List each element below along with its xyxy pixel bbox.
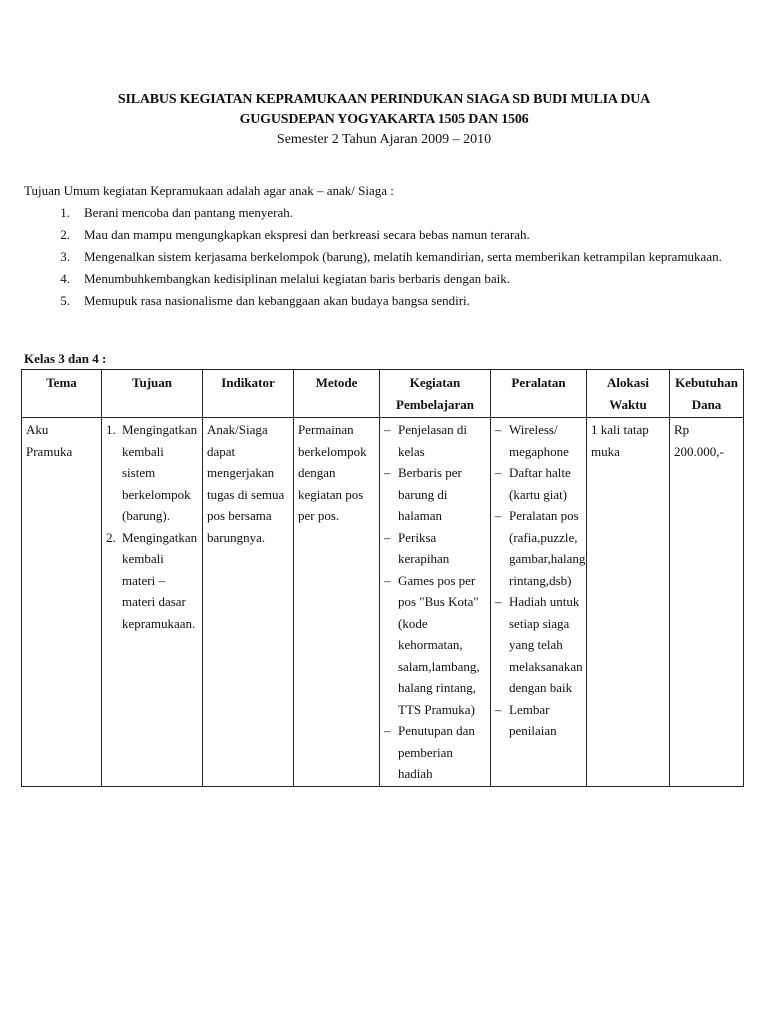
cell-kebutuhan: Rp 200.000,-: [670, 418, 744, 787]
goal-number: 5.: [60, 293, 70, 308]
goal-number: 1.: [60, 205, 70, 220]
cell-metode: Permainan berkelompok dengan kegiatan pos per pos.: [294, 418, 380, 787]
goal-text: Memupuk rasa nasionalisme dan kebanggaan akan budaya bangsa sendiri.: [84, 293, 470, 308]
tujuan-text: Mengingatkan kembali materi – materi dasar kepramukaan.: [122, 529, 198, 631]
header-kegiatan-line1: Kegiatan: [409, 375, 461, 390]
kegiatan-item: – Penjelasan di kelas: [384, 419, 486, 462]
tujuan-number: 1.: [106, 422, 116, 437]
general-goals-list: [24, 202, 744, 312]
table-row: [22, 418, 744, 787]
header-kegiatan-line2: Pembelajaran: [396, 396, 474, 412]
tujuan-item: [106, 527, 198, 635]
header-kebutuhan: [670, 370, 744, 418]
goal-text: Menumbuhkembangkan kedisiplinan melalui kegiatan baris berbaris dengan baik.: [84, 271, 510, 286]
kegiatan-item: – Games pos per pos "Bus Kota" (kode kehormatan, salam,lambang, halang rintang, TTS Pramuka): [384, 570, 486, 721]
peralatan-item: – Lembar penilaian: [495, 699, 582, 742]
kegiatan-item: – Periksa kerapihan: [384, 527, 486, 570]
header-peralatan: Peralatan: [491, 370, 587, 418]
document-semester: Semester 2 Tahun Ajaran 2009 – 2010: [276, 132, 492, 147]
document-header: [0, 90, 768, 150]
document-title: SILABUS KEGIATAN KEPRAMUKAAN PERINDUKAN SIAGA SD BUDI MULIA DUA: [117, 92, 651, 107]
peralatan-list: [495, 419, 586, 742]
cell-alokasi: 1 kali tatap muka: [587, 418, 670, 787]
tujuan-text: Mengingatkan kembali sistem berkelompok (barung).: [122, 422, 198, 523]
peralatan-item: – Daftar halte (kartu giat): [495, 462, 582, 505]
tujuan-number: 2.: [106, 529, 116, 545]
table-header-row: [22, 370, 744, 418]
cell-peralatan: [491, 418, 587, 787]
kelas-label: Kelas 3 dan 4 :: [24, 351, 107, 366]
peralatan-item: – Hadiah untuk setiap siaga yang telah melaksanakan dengan baik: [495, 591, 582, 699]
goal-number: 4.: [60, 271, 70, 286]
kegiatan-list: [384, 419, 486, 785]
goal-text: Mau dan mampu mengungkapkan ekspresi dan berkreasi secara bebas namun terarah.: [84, 227, 530, 242]
cell-tema: Aku Pramuka: [22, 418, 102, 787]
tujuan-item: [106, 419, 198, 527]
goal-text: Berani mencoba dan pantang menyerah.: [84, 205, 293, 220]
peralatan-item: – Wireless/ megaphone: [495, 419, 582, 462]
header-kebutuhan-line2: Dana: [691, 396, 722, 412]
goal-number: 3.: [60, 249, 70, 264]
cell-kegiatan: [380, 418, 491, 787]
document-subtitle-gugusdepan: GUGUSDEPAN YOGYAKARTA 1505 DAN 1506: [239, 112, 529, 127]
kegiatan-item: – Penutupan dan pemberian hadiah: [384, 720, 486, 785]
cell-indikator: Anak/Siaga dapat mengerjakan tugas di semua pos bersama barungnya.: [203, 418, 294, 787]
header-kegiatan: [380, 370, 491, 418]
header-tujuan: Tujuan: [102, 370, 203, 418]
goal-item: [24, 268, 744, 290]
goal-item: [24, 224, 744, 246]
goal-item: [24, 246, 744, 268]
goal-number: 2.: [60, 227, 70, 242]
tujuan-list: [106, 419, 198, 634]
general-goals-section: [24, 180, 744, 312]
header-alokasi: Alokasi Waktu: [587, 370, 670, 418]
goal-item: [24, 202, 744, 224]
goal-item: [24, 290, 744, 312]
goal-text: Mengenalkan sistem kerjasama berkelompok (barung), melatih kemandirian, serta memberikan ketrampilan kepramukaan.: [84, 249, 722, 264]
cell-tujuan: [102, 418, 203, 787]
header-indikator: Indikator: [203, 370, 294, 418]
header-tema: Tema: [22, 370, 102, 418]
header-kebutuhan-line1: Kebutuhan: [675, 375, 738, 390]
general-goals-intro: Tujuan Umum kegiatan Kepramukaan adalah agar anak – anak/ Siaga :: [24, 183, 394, 198]
peralatan-item: – Peralatan pos (rafia,puzzle, gambar,halang rintang,dsb): [495, 505, 582, 591]
header-metode: Metode: [294, 370, 380, 418]
syllabus-table: [21, 369, 744, 787]
kegiatan-item: – Berbaris per barung di halaman: [384, 462, 486, 527]
